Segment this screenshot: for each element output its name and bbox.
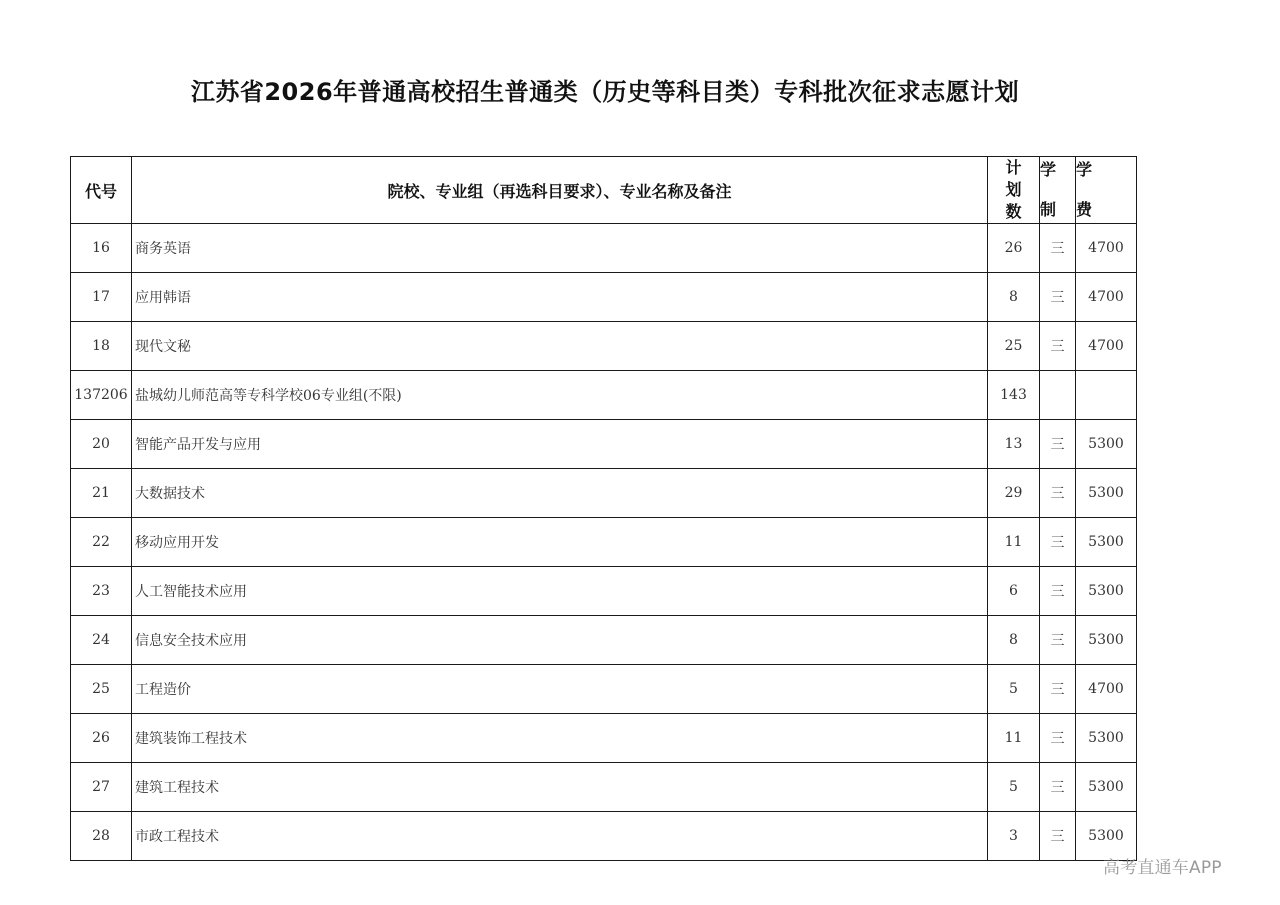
cell-fee: 5300 (1076, 616, 1137, 665)
page-title: 江苏省2026年普通高校招生普通类（历史等科目类）专科批次征求志愿计划 (190, 78, 1020, 106)
cell-fee: 5300 (1076, 420, 1137, 469)
cell-years: 三 (1040, 322, 1076, 371)
cell-name: 建筑装饰工程技术 (132, 714, 988, 763)
cell-fee: 4700 (1076, 273, 1137, 322)
cell-code: 28 (71, 812, 132, 861)
cell-code: 16 (71, 224, 132, 273)
cell-plan-count: 11 (988, 714, 1040, 763)
cell-plan-count: 5 (988, 763, 1040, 812)
cell-name: 工程造价 (132, 665, 988, 714)
header-fee (1076, 157, 1137, 224)
table-row (71, 420, 1137, 469)
cell-years: 三 (1040, 224, 1076, 273)
header-plan-count-label: 计划数 (1005, 158, 1022, 221)
cell-years: 三 (1040, 518, 1076, 567)
cell-name: 人工智能技术应用 (132, 567, 988, 616)
table-row (71, 616, 1137, 665)
cell-name: 智能产品开发与应用 (132, 420, 988, 469)
cell-fee: 5300 (1076, 714, 1137, 763)
cell-code: 27 (71, 763, 132, 812)
cell-name: 大数据技术 (132, 469, 988, 518)
cell-plan-count: 25 (988, 322, 1040, 371)
table-row (71, 567, 1137, 616)
cell-plan-count: 3 (988, 812, 1040, 861)
cell-years: 三 (1040, 616, 1076, 665)
cell-code: 21 (71, 469, 132, 518)
cell-years (1040, 371, 1076, 420)
cell-years: 三 (1040, 469, 1076, 518)
cell-plan-count: 13 (988, 420, 1040, 469)
header-fee-label: 学 费 (1076, 160, 1093, 219)
table-row (71, 518, 1137, 567)
header-code: 代号 (71, 157, 132, 224)
cell-fee: 5300 (1076, 469, 1137, 518)
table-row (71, 322, 1137, 371)
cell-plan-count: 8 (988, 273, 1040, 322)
cell-code: 24 (71, 616, 132, 665)
cell-plan-count: 11 (988, 518, 1040, 567)
cell-years: 三 (1040, 714, 1076, 763)
cell-plan-count: 26 (988, 224, 1040, 273)
cell-name: 盐城幼儿师范高等专科学校06专业组(不限) (132, 371, 988, 420)
cell-fee: 5300 (1076, 567, 1137, 616)
table-row (71, 371, 1137, 420)
header-plan-count (988, 157, 1040, 224)
cell-fee (1076, 371, 1137, 420)
cell-years: 三 (1040, 763, 1076, 812)
cell-code: 25 (71, 665, 132, 714)
cell-fee: 5300 (1076, 763, 1137, 812)
cell-code: 22 (71, 518, 132, 567)
cell-name: 现代文秘 (132, 322, 988, 371)
admission-plan-table (70, 156, 1137, 861)
table-row (71, 812, 1137, 861)
cell-years: 三 (1040, 273, 1076, 322)
watermark-text: 高考直通车APP (1103, 858, 1222, 878)
cell-years: 三 (1040, 420, 1076, 469)
table-header-row (71, 157, 1137, 224)
cell-fee: 4700 (1076, 665, 1137, 714)
cell-name: 信息安全技术应用 (132, 616, 988, 665)
cell-name: 商务英语 (132, 224, 988, 273)
header-name: 院校、专业组（再选科目要求）、专业名称及备注 (132, 157, 988, 224)
table-row (71, 469, 1137, 518)
cell-code: 23 (71, 567, 132, 616)
table-row (71, 273, 1137, 322)
cell-fee: 5300 (1076, 518, 1137, 567)
cell-plan-count: 6 (988, 567, 1040, 616)
table-row (71, 714, 1137, 763)
cell-years: 三 (1040, 567, 1076, 616)
cell-plan-count: 29 (988, 469, 1040, 518)
cell-code: 18 (71, 322, 132, 371)
cell-name: 应用韩语 (132, 273, 988, 322)
cell-plan-count: 5 (988, 665, 1040, 714)
cell-fee: 4700 (1076, 224, 1137, 273)
cell-years: 三 (1040, 812, 1076, 861)
table-row (71, 665, 1137, 714)
cell-code: 20 (71, 420, 132, 469)
cell-name: 建筑工程技术 (132, 763, 988, 812)
cell-fee: 5300 (1076, 812, 1137, 861)
cell-code: 26 (71, 714, 132, 763)
header-years-label: 学 制 (1040, 160, 1057, 219)
cell-code: 17 (71, 273, 132, 322)
cell-code: 137206 (71, 371, 132, 420)
cell-name: 市政工程技术 (132, 812, 988, 861)
table-row (71, 763, 1137, 812)
cell-plan-count: 143 (988, 371, 1040, 420)
table-row (71, 224, 1137, 273)
cell-years: 三 (1040, 665, 1076, 714)
cell-fee: 4700 (1076, 322, 1137, 371)
header-years (1040, 157, 1076, 224)
cell-plan-count: 8 (988, 616, 1040, 665)
cell-name: 移动应用开发 (132, 518, 988, 567)
